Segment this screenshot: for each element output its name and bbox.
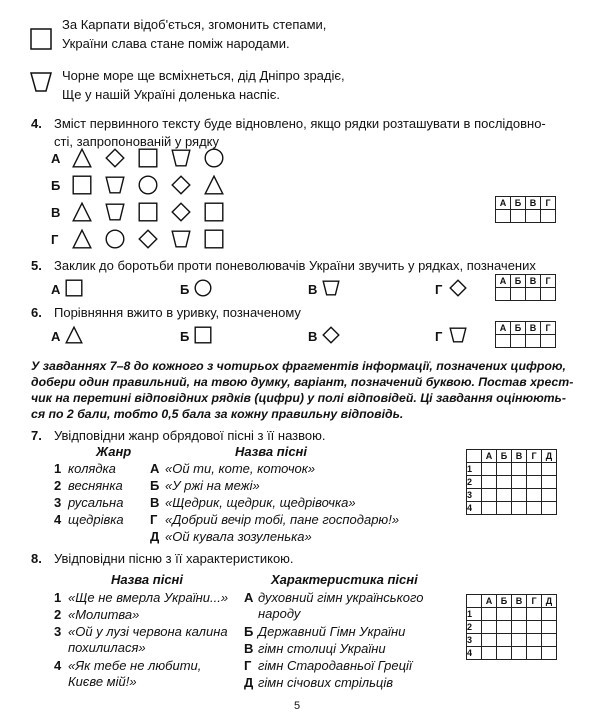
grid-cell[interactable]: [527, 476, 542, 489]
question-number: 5.: [31, 258, 42, 273]
item-text-continued: Києве мій!»: [68, 674, 137, 689]
grid-cell[interactable]: [497, 608, 512, 621]
grid-row-label: 1: [467, 463, 482, 476]
grid-cell[interactable]: [542, 502, 557, 515]
sequence-row-label: Г: [51, 232, 59, 247]
option-text-continued: народу: [258, 606, 301, 621]
grid-row-label: 2: [467, 476, 482, 489]
grid-cell[interactable]: [542, 634, 557, 647]
instructions-line: чик на перетині відповідних рядків (цифри) у полі відповідей. Ці завдання оцінюють-: [31, 391, 566, 405]
sequence-row-label: А: [51, 151, 61, 166]
sequence-row-label: В: [51, 205, 61, 220]
grid-row-label: 3: [467, 489, 482, 502]
option-text: духовний гімн українського: [258, 590, 424, 605]
item-text: «Молитва»: [68, 607, 140, 622]
grid-cell[interactable]: [541, 210, 556, 223]
grid-cell[interactable]: [511, 335, 526, 348]
item-text: русальна: [68, 495, 124, 510]
square-icon: [204, 229, 224, 249]
grid-cell[interactable]: [512, 489, 527, 502]
item-text: веснянка: [68, 478, 123, 493]
grid-header: Д: [542, 450, 557, 463]
item-text: «Ще не вмерла України...»: [68, 590, 229, 605]
grid-cell[interactable]: [541, 288, 556, 301]
square-icon: [65, 279, 83, 297]
answer-grid-q5[interactable]: [495, 274, 556, 301]
trapezoid-icon: [30, 72, 52, 92]
grid-cell[interactable]: [511, 288, 526, 301]
verse-1-line-1: За Карпати відоб'ється, згомонить степами,: [62, 17, 327, 32]
question-text: Зміст первинного тексту буде відновлено, якщо рядки розташувати в послідовно-: [54, 116, 546, 131]
diamond-icon: [171, 202, 191, 222]
option-text: гімн січових стрільців: [258, 675, 394, 690]
grid-header: А: [496, 197, 511, 210]
grid-cell[interactable]: [542, 463, 557, 476]
grid-cell[interactable]: [482, 463, 497, 476]
question-text: сті, запропонованій у рядку: [54, 134, 220, 149]
grid-cell[interactable]: [482, 489, 497, 502]
grid-header: Г: [527, 595, 542, 608]
grid-cell[interactable]: [511, 210, 526, 223]
item-text: «Як тебе не любити,: [68, 658, 202, 673]
grid-cell[interactable]: [542, 476, 557, 489]
option-letter: Б: [244, 624, 254, 639]
option-label: Б: [180, 282, 190, 297]
column-header: Назва пісні: [235, 444, 308, 459]
option-letter: Д: [244, 675, 254, 690]
question-text: Увідповідни жанр обрядової пісні з її назвою.: [54, 428, 326, 443]
question-text: Порівняння вжито в уривку, позначеному: [54, 305, 301, 320]
diamond-icon: [138, 229, 158, 249]
option-text: «У ржі на межі»: [165, 478, 260, 493]
trapezoid-icon: [171, 229, 191, 249]
circle-icon: [204, 148, 224, 168]
grid-cell[interactable]: [497, 647, 512, 660]
grid-cell[interactable]: [482, 608, 497, 621]
option-text: гімн столиці України: [258, 641, 386, 656]
grid-cell[interactable]: [512, 502, 527, 515]
square-icon: [72, 175, 92, 195]
grid-cell[interactable]: [512, 621, 527, 634]
grid-header: В: [526, 322, 541, 335]
option-text: «Ой ти, коте, коточок»: [165, 461, 316, 476]
circle-icon: [138, 175, 158, 195]
option-text: «Ой кувала зозуленька»: [165, 529, 312, 544]
grid-header: Г: [541, 275, 556, 288]
grid-cell[interactable]: [526, 335, 541, 348]
grid-header: Б: [511, 322, 526, 335]
verse-2-line-2: Ще у нашій Україні доленька наспіє.: [62, 87, 281, 102]
grid-row-label: 1: [467, 608, 482, 621]
grid-cell[interactable]: [512, 463, 527, 476]
grid-header: В: [526, 197, 541, 210]
question-text: Увідповідни пісню з її характеристикою.: [54, 551, 294, 566]
trapezoid-icon: [105, 202, 125, 222]
diamond-icon: [171, 175, 191, 195]
grid-cell[interactable]: [527, 502, 542, 515]
grid-cell[interactable]: [512, 608, 527, 621]
grid-header: Б: [497, 595, 512, 608]
trapezoid-icon: [449, 326, 467, 344]
grid-cell[interactable]: [527, 634, 542, 647]
option-letter: Д: [150, 529, 160, 544]
item-number: 3: [54, 495, 62, 510]
circle-icon: [194, 279, 212, 297]
grid-cell[interactable]: [497, 489, 512, 502]
grid-cell[interactable]: [512, 634, 527, 647]
grid-cell[interactable]: [496, 335, 511, 348]
verse-1-line-2: України слава стане поміж народами.: [62, 36, 290, 51]
grid-cell[interactable]: [482, 502, 497, 515]
grid-header: Г: [541, 197, 556, 210]
option-letter: Б: [150, 478, 160, 493]
trapezoid-icon: [322, 279, 340, 297]
question-number: 6.: [31, 305, 42, 320]
grid-row-label: 4: [467, 647, 482, 660]
triangle-icon: [204, 175, 224, 195]
option-letter: В: [244, 641, 254, 656]
grid-cell[interactable]: [497, 476, 512, 489]
grid-header: В: [512, 595, 527, 608]
page-number: 5: [294, 700, 301, 712]
grid-cell[interactable]: [482, 476, 497, 489]
item-number: 3: [54, 624, 62, 639]
option-label: Г: [435, 282, 443, 297]
grid-header: Г: [541, 322, 556, 335]
verse-2-line-1: Чорне море ще всміхнеться, дід Дніпро зрадіє,: [62, 68, 345, 83]
question-number: 8.: [31, 551, 42, 566]
instructions-line: ся по 2 бали, тобто 0,5 бала за кожну правильну відповідь.: [31, 407, 404, 421]
square-icon: [138, 148, 158, 168]
answer-grid-q6[interactable]: [495, 321, 556, 348]
option-text: «Добрий вечір тобі, пане господарю!»: [165, 512, 400, 527]
grid-header: Б: [511, 197, 526, 210]
grid-header: А: [496, 322, 511, 335]
grid-cell[interactable]: [527, 608, 542, 621]
grid-cell[interactable]: [497, 621, 512, 634]
question-number: 7.: [31, 428, 42, 443]
square-icon: [138, 202, 158, 222]
triangle-icon: [72, 202, 92, 222]
item-number: 4: [54, 512, 62, 527]
grid-row-label: 4: [467, 502, 482, 515]
grid-cell[interactable]: [497, 502, 512, 515]
option-label: А: [51, 282, 61, 297]
diamond-icon: [105, 148, 125, 168]
grid-cell[interactable]: [527, 489, 542, 502]
grid-cell[interactable]: [512, 647, 527, 660]
grid-cell[interactable]: [542, 621, 557, 634]
grid-cell[interactable]: [482, 621, 497, 634]
item-number: 1: [54, 590, 62, 605]
grid-header: Б: [497, 450, 512, 463]
grid-cell[interactable]: [497, 634, 512, 647]
circle-icon: [105, 229, 125, 249]
grid-header: Б: [511, 275, 526, 288]
item-number: 2: [54, 478, 62, 493]
grid-header: В: [512, 450, 527, 463]
answer-grid-q4[interactable]: [495, 196, 556, 223]
answer-grid-q8[interactable]: [466, 594, 557, 660]
square-icon: [204, 202, 224, 222]
triangle-icon: [72, 148, 92, 168]
trapezoid-icon: [105, 175, 125, 195]
sequence-row-label: Б: [51, 178, 61, 193]
grid-cell[interactable]: [527, 621, 542, 634]
option-letter: Г: [244, 658, 252, 673]
item-text-continued: похилилася»: [68, 640, 146, 655]
grid-row-label: 3: [467, 634, 482, 647]
item-number: 2: [54, 607, 62, 622]
grid-cell[interactable]: [512, 476, 527, 489]
option-text: Державний Гімн України: [258, 624, 406, 639]
item-text: «Ой у лузі червона калина: [68, 624, 228, 639]
option-letter: В: [150, 495, 160, 510]
option-letter: Г: [150, 512, 158, 527]
option-label: Б: [180, 329, 190, 344]
option-letter: А: [150, 461, 160, 476]
grid-corner: [467, 595, 482, 608]
grid-cell[interactable]: [542, 608, 557, 621]
instructions-line: У завданнях 7–8 до кожного з чотирьох фрагментів інформації, позначених цифрою,: [31, 359, 566, 373]
grid-header: А: [482, 450, 497, 463]
option-label: Г: [435, 329, 443, 344]
grid-corner: [467, 450, 482, 463]
option-label: В: [308, 282, 318, 297]
grid-header: А: [482, 595, 497, 608]
triangle-icon: [65, 326, 83, 344]
option-label: А: [51, 329, 61, 344]
trapezoid-icon: [171, 148, 191, 168]
item-text: щедрівка: [68, 512, 124, 527]
column-header: Назва пісні: [111, 572, 184, 587]
item-number: 4: [54, 658, 62, 673]
grid-cell[interactable]: [482, 647, 497, 660]
column-header: Характеристика пісні: [271, 572, 418, 587]
answer-grid-q7[interactable]: [466, 449, 557, 515]
grid-cell[interactable]: [527, 463, 542, 476]
grid-cell[interactable]: [526, 210, 541, 223]
question-text: Заклик до боротьби проти поневолювачів України звучить у рядках, позначених: [54, 258, 536, 273]
grid-cell[interactable]: [526, 288, 541, 301]
diamond-icon: [322, 326, 340, 344]
triangle-icon: [72, 229, 92, 249]
grid-row-label: 2: [467, 621, 482, 634]
square-icon: [30, 28, 52, 50]
grid-cell[interactable]: [541, 335, 556, 348]
grid-header: А: [496, 275, 511, 288]
item-text: колядка: [68, 461, 116, 476]
grid-cell[interactable]: [482, 634, 497, 647]
option-letter: А: [244, 590, 254, 605]
grid-header: В: [526, 275, 541, 288]
question-number: 4.: [31, 116, 42, 131]
option-text: «Щедрик, щедрик, щедрівочка»: [165, 495, 356, 510]
grid-cell[interactable]: [527, 647, 542, 660]
grid-cell[interactable]: [542, 489, 557, 502]
grid-cell[interactable]: [496, 288, 511, 301]
grid-cell[interactable]: [542, 647, 557, 660]
option-label: В: [308, 329, 318, 344]
option-text: гімн Стародавньої Греції: [258, 658, 412, 673]
column-header: Жанр: [96, 444, 132, 459]
grid-header: Г: [527, 450, 542, 463]
grid-header: Д: [542, 595, 557, 608]
grid-cell[interactable]: [496, 210, 511, 223]
grid-cell[interactable]: [497, 463, 512, 476]
square-icon: [194, 326, 212, 344]
instructions-line: добери один правильний, на твою думку, варіант, позначений буквою. Постав хрест-: [31, 375, 574, 389]
item-number: 1: [54, 461, 62, 476]
diamond-icon: [449, 279, 467, 297]
